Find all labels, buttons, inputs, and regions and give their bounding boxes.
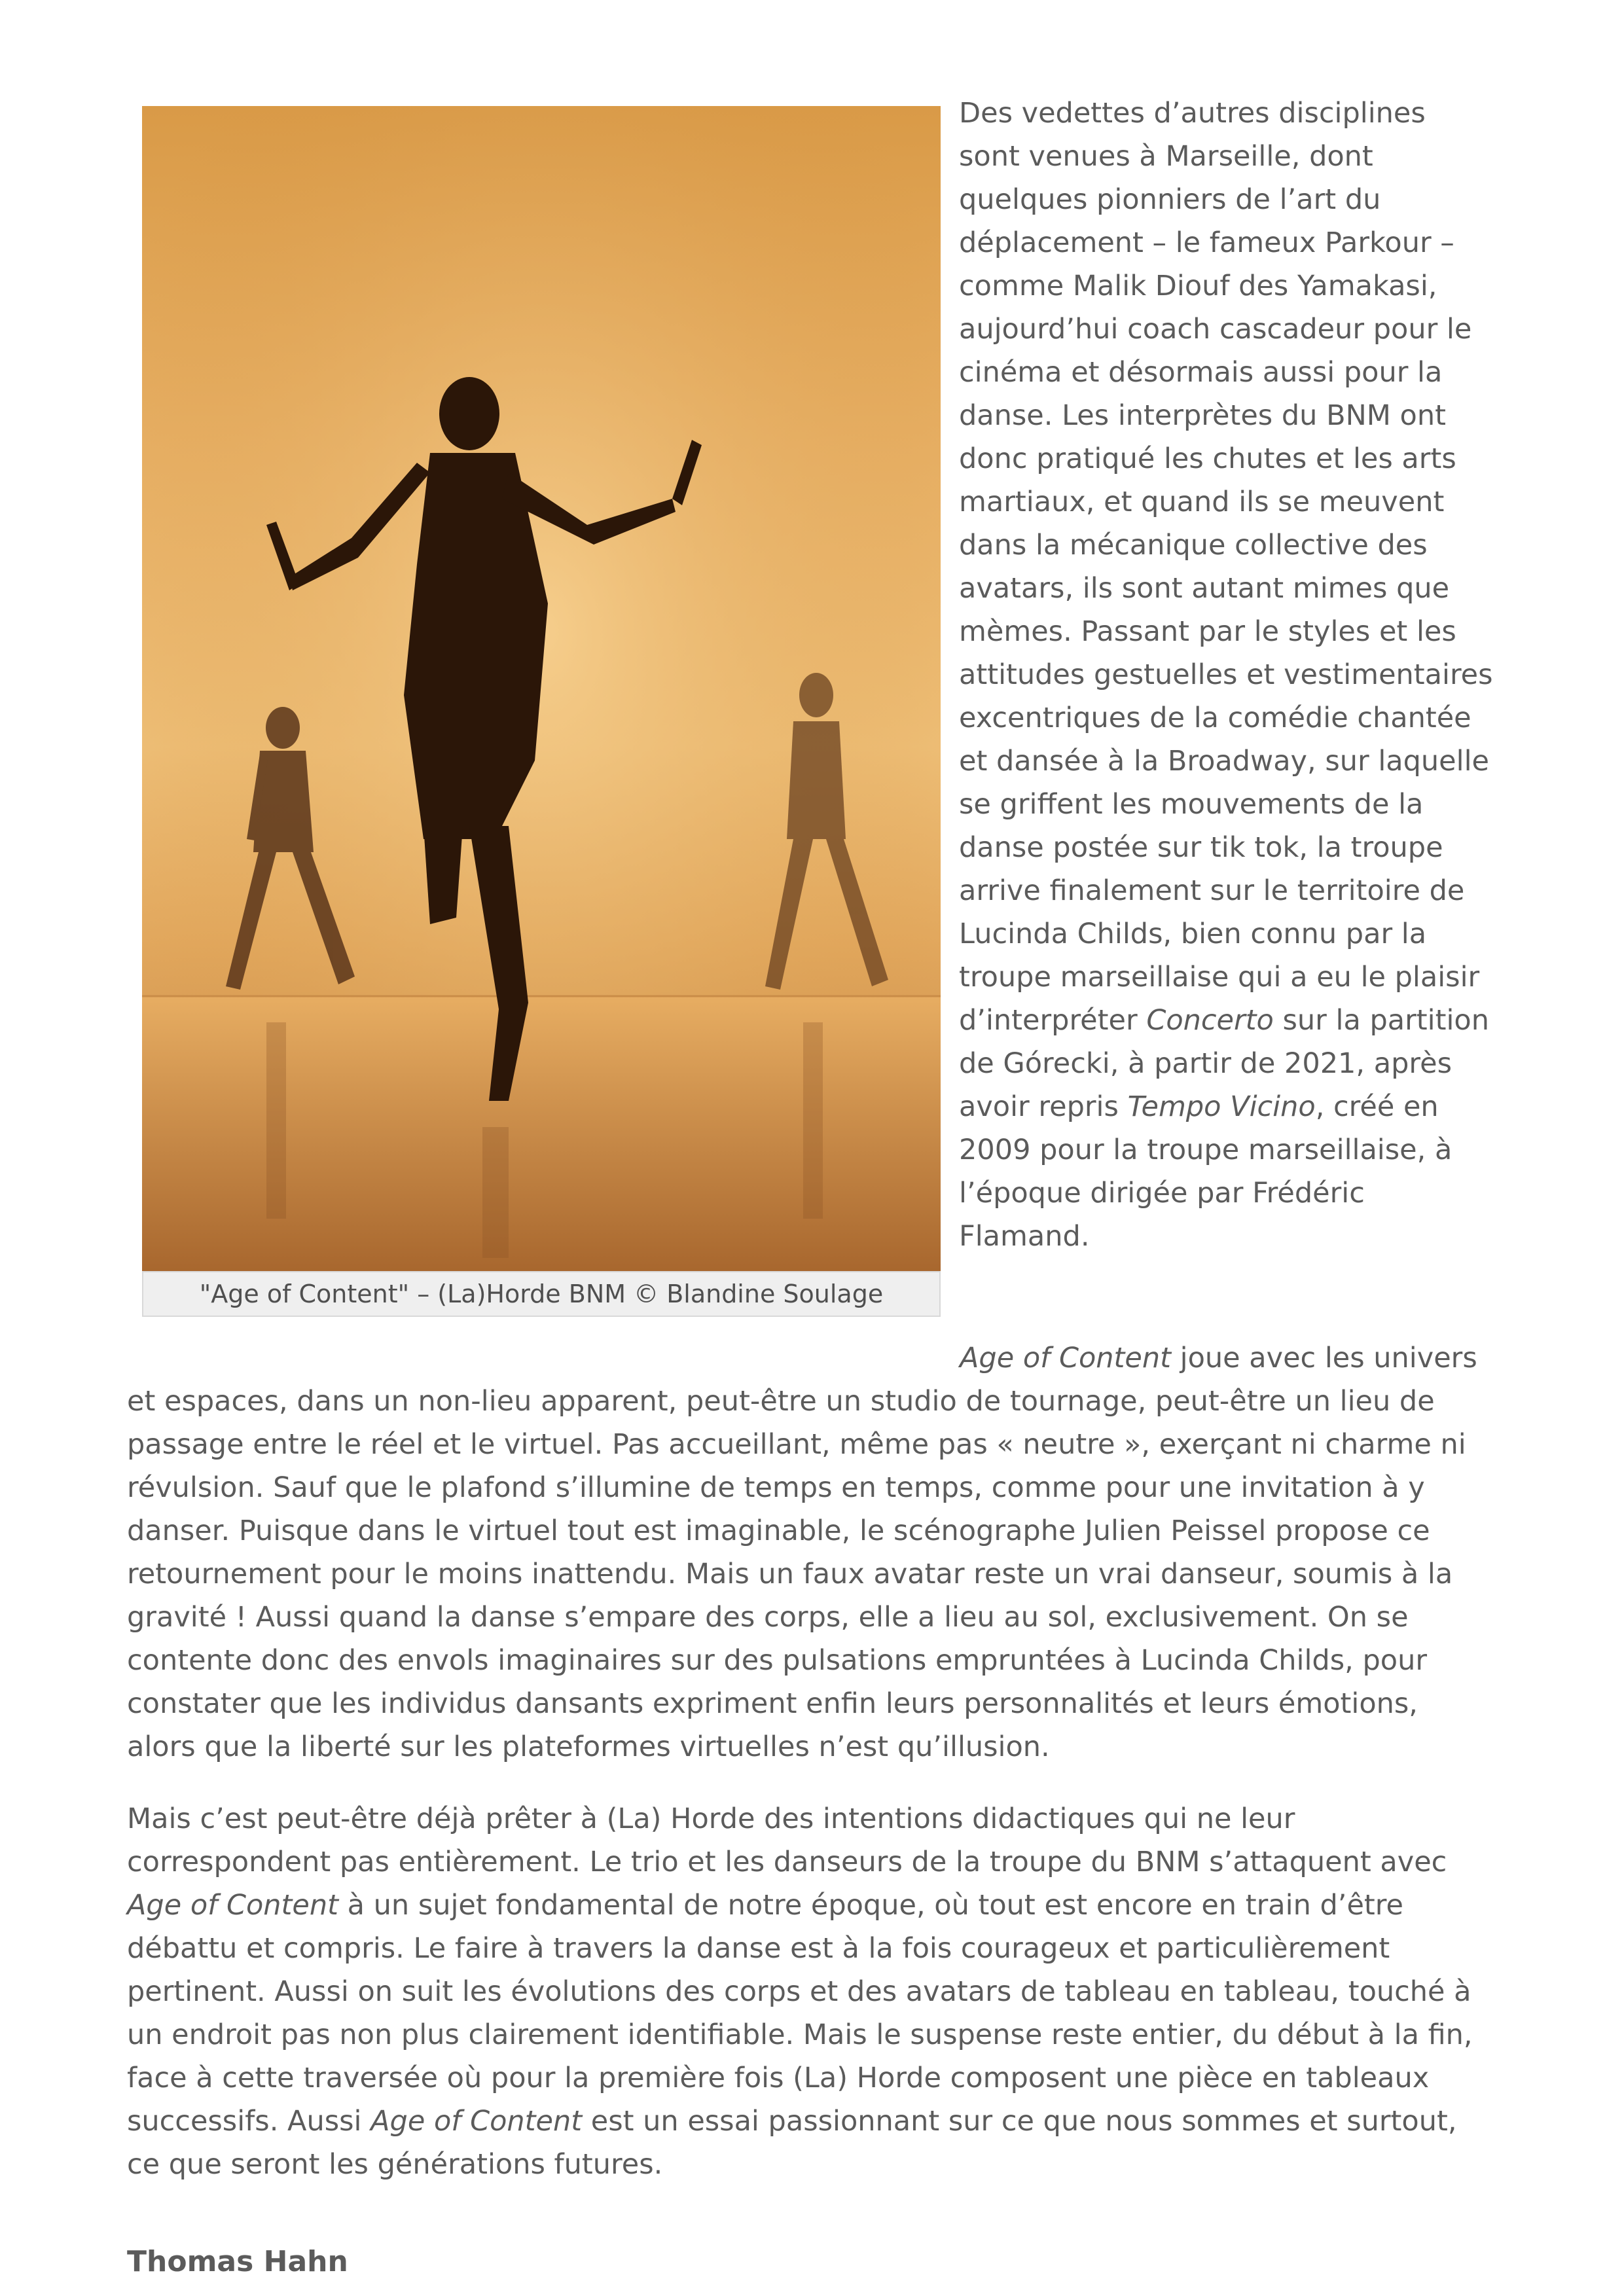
paragraph-3 <box>127 1797 1495 2186</box>
paragraph-1-mid: sur la partition de Górecki, à partir de 2021, après avoir repris <box>959 1004 1489 1123</box>
paragraph-2-text: joue avec les univers et espaces, dans un non-lieu apparent, peut-être un studio de tournage, peut-être un lieu de passage entre le réel et le virtuel. Pas accueillant, même pas « neutre », exerçant ni charme ni révulsion. Sauf que le plafond s’illumine de temps en temps, comme pour une invitation à y danser. Puisque dans le virtuel tout est imaginable, le scénographe Julien Peissel propose ce retournement pour le moins inattendu. Mais un faux avatar reste un vrai danseur, soumis à la gravité ! Aussi quand la danse s’empare des corps, elle a lieu au sol, exclusivement. On se contente donc des envols imaginaires sur des pulsations empruntées à Lucinda Childs, pour constater que les individus dansants expriment enfin leurs personnalités et leurs émotions, alors que la liberté sur les plateformes virtuelles n’est qu’illusion. <box>127 1342 1477 1763</box>
author-name: Thomas Hahn <box>127 2245 348 2278</box>
paragraph-3-title-1: Age of Content <box>127 1889 338 1922</box>
figure-caption: "Age of Content" – (La)Horde BNM © Blandine Soulage <box>142 1271 941 1317</box>
paragraph-1-end: , créé en 2009 pour la troupe marseillaise, à l’époque dirigée par Frédéric Flamand. <box>959 1090 1453 1253</box>
paragraph-3-mid: à un sujet fondamental de notre époque, où tout est encore en train d’être débattu et compris. Le faire à travers la danse est à la fois courageux et particulièrement pertinent. Aussi on suit les évolutions des corps et des avatars de tableau en tableau, touché à un endroit pas non plus clairement identifiable. Mais le suspense reste entier, du début à la fin, face à cette traversée où pour la première fois (La) Horde composent une pièce en tableaux successifs. Aussi <box>127 1889 1473 2138</box>
paragraph-3-start: Mais c’est peut-être déjà prêter à (La) Horde des intentions didactiques qui ne leur correspondent pas entièrement. Le trio et les danseurs de la troupe du BNM s’attaquent avec <box>127 1803 1447 1878</box>
paragraph-3-title-2: Age of Content <box>370 2105 583 2138</box>
dance-photo-illustration <box>142 106 941 1271</box>
paragraph-1-title-concerto: Concerto <box>1146 1004 1274 1037</box>
paragraph-3-end: est un essai passionnant sur ce que nous sommes et surtout, ce que seront les générations futures. <box>127 2105 1457 2181</box>
paragraph-1-text: Des vedettes d’autres disciplines sont venues à Marseille, dont quelques pionniers de l’art du déplacement – le fameux Parkour – comme Malik Diouf des Yamakasi, aujourd’hui coach cascadeur pour le cinéma et désormais aussi pour la danse. Les interprètes du BNM ont donc pratiqué les chutes et les arts martiaux, et quand ils se meuvent dans la mécanique collective des avatars, ils sont autant mimes que mèmes. Passant par le styles et les attitudes gestuelles et vestimentaires excentriques de la comédie chantée et dansée à la Broadway, sur laquelle se griffent les mouvements de la danse postée sur tik tok, la troupe arrive finalement sur le territoire de Lucinda Childs, bien connu par la troupe marseillaise qui a eu le plaisir d’interpréter <box>959 97 1493 1037</box>
dance-photo <box>142 106 941 1271</box>
article <box>127 92 1495 2278</box>
paragraph-2-title: Age of Content <box>960 1342 1171 1374</box>
article-figure <box>142 106 941 1317</box>
paragraph-1-title-tempo-vicino: Tempo Vicino <box>1127 1090 1316 1123</box>
paragraph-2 <box>127 1278 1495 1768</box>
